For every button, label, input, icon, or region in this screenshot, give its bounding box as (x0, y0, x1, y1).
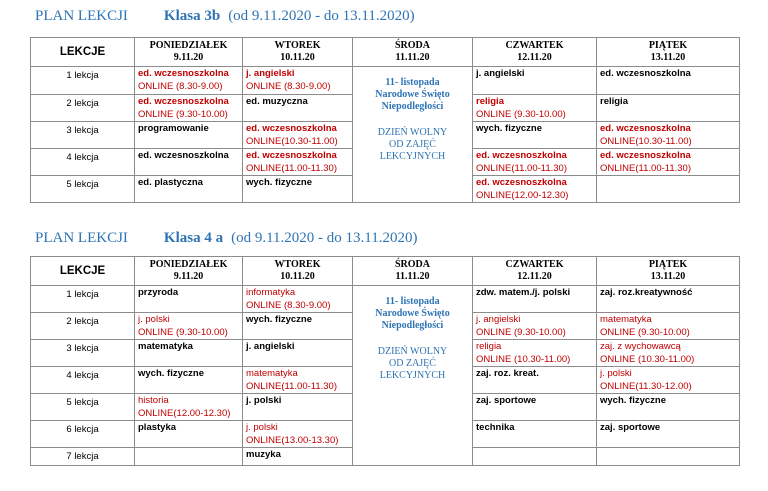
lesson-cell (243, 176, 353, 203)
lesson-cell (597, 448, 740, 466)
online-time: ONLINE (8.30-9.00) (138, 80, 223, 92)
holiday-line: Niepodległości (381, 320, 444, 331)
subject-name: przyroda (138, 287, 179, 298)
lesson-entry (600, 394, 736, 408)
subject-name: plastyka (138, 422, 177, 433)
holiday-line: 11- listopada (385, 296, 440, 307)
lesson-entry (138, 313, 239, 339)
lesson-cell (473, 313, 597, 340)
lesson-entry (476, 421, 593, 435)
subject-name: j. polski (246, 395, 282, 406)
lesson-entry (138, 421, 239, 435)
day-off-line: OD ZAJĘĆ (389, 139, 436, 150)
header-row (31, 257, 740, 286)
lesson-entry (138, 394, 239, 420)
lesson-number: 5 lekcja (31, 176, 135, 203)
day-name: ŚRODA (394, 259, 430, 270)
subject-name: j. polski (246, 422, 278, 433)
plan-title (35, 230, 417, 247)
subject-name: religia (476, 96, 504, 107)
online-time: ONLINE(11.00-11.30) (600, 162, 691, 174)
holiday-cell (353, 67, 473, 203)
lesson-cell (135, 340, 243, 367)
lesson-entry (138, 149, 239, 163)
lesson-entry (600, 286, 736, 300)
header-day (135, 38, 243, 67)
subject-name: ed. wczesnoszkolna (600, 150, 691, 161)
day-date: 13.11.20 (650, 52, 686, 63)
lesson-cell (243, 421, 353, 448)
day-off-note (356, 346, 469, 382)
subject-name: technika (476, 422, 515, 433)
holiday-line: 11- listopada (385, 77, 440, 88)
lesson-entry (138, 340, 239, 354)
lesson-cell (473, 122, 597, 149)
subject-name: ed. wczesnoszkolna (138, 68, 229, 79)
online-time: ONLINE (9.30-10.00) (138, 326, 228, 338)
lesson-cell (597, 286, 740, 313)
lesson-cell (135, 95, 243, 122)
subject-name: ed. wczesnoszkolna (138, 96, 229, 107)
lesson-cell (597, 67, 740, 95)
holiday-line: Narodowe Święto (375, 308, 450, 319)
lesson-cell (473, 67, 597, 95)
lesson-cell (243, 313, 353, 340)
plan-label: PLAN LEKCJI (35, 230, 128, 246)
lesson-entry (600, 176, 736, 177)
subject-name: zaj. roz. kreat. (476, 368, 539, 379)
online-time: ONLINE(12.00-12.30) (138, 407, 231, 419)
header-day (353, 257, 473, 286)
plan-label: PLAN LEKCJI (35, 8, 128, 24)
header-day (473, 257, 597, 286)
lesson-row (31, 67, 740, 95)
lesson-entry (138, 367, 239, 381)
lesson-cell (135, 67, 243, 95)
lesson-cell (473, 95, 597, 122)
online-time: ONLINE (8.30-9.00) (246, 80, 331, 92)
lesson-cell (243, 367, 353, 394)
lesson-entry (246, 122, 349, 148)
day-name: ŚRODA (394, 40, 430, 51)
lesson-entry (476, 313, 593, 339)
subject-name: religia (476, 341, 502, 352)
lesson-cell (597, 176, 740, 203)
lesson-cell (135, 394, 243, 421)
day-date: 11.11.20 (395, 271, 430, 282)
lesson-entry (600, 421, 736, 435)
class-name: Klasa 4 a (163, 230, 224, 246)
subject-name: j. angielski (246, 68, 295, 79)
day-name: PIĄTEK (648, 259, 688, 270)
day-date: 12.11.20 (517, 52, 552, 63)
day-date: 9.11.20 (173, 52, 204, 63)
plan-title (35, 8, 415, 25)
day-name: WTOREK (274, 40, 321, 51)
lesson-entry (600, 67, 736, 81)
lesson-entry (476, 367, 593, 381)
subject-name: religia (600, 96, 628, 107)
lesson-entry (476, 448, 593, 449)
lesson-entry (476, 67, 593, 81)
lesson-entry (246, 149, 349, 175)
subject-name: ed. wczesnoszkolna (600, 68, 691, 79)
online-time: ONLINE(11.00-11.30) (246, 162, 337, 174)
lesson-number: 3 lekcja (31, 340, 135, 367)
class-name: Klasa 3b (163, 8, 221, 24)
lesson-cell (597, 122, 740, 149)
subject-name: zdw. matem./j. polski (476, 287, 571, 298)
day-off-line: DZIEŃ WOLNY (377, 127, 448, 138)
day-date: 9.11.20 (173, 271, 204, 282)
subject-name: j. polski (600, 368, 632, 379)
lesson-cell (473, 176, 597, 203)
online-time: ONLINE(11.00-11.30) (476, 162, 567, 174)
lesson-entry (600, 95, 736, 109)
lesson-entry (600, 340, 736, 366)
subject-name: zaj. sportowe (600, 422, 661, 433)
subject-name: matematyka (600, 314, 652, 325)
day-off-line: DZIEŃ WOLNY (377, 346, 448, 357)
header-day (243, 257, 353, 286)
lesson-entry (246, 448, 349, 462)
subject-name: wych. fizyczne (246, 177, 312, 188)
lesson-entry (246, 367, 349, 393)
subject-name: wych. fizyczne (600, 395, 666, 406)
lesson-number: 1 lekcja (31, 286, 135, 313)
subject-name: zaj. sportowe (476, 395, 537, 406)
online-time: ONLINE (9.30-10.00) (476, 326, 566, 338)
subject-name: j. angielski (246, 341, 295, 352)
lesson-cell (135, 367, 243, 394)
lesson-cell (135, 421, 243, 448)
lesson-cell (473, 448, 597, 466)
lesson-cell (597, 340, 740, 367)
lesson-number: 3 lekcja (31, 122, 135, 149)
online-time: ONLINE(11.30-12.00) (600, 380, 692, 392)
lesson-number: 4 lekcja (31, 149, 135, 176)
holiday-name (356, 296, 469, 332)
lesson-cell (597, 367, 740, 394)
online-time: ONLINE (9.30-10.00) (600, 326, 690, 338)
lesson-cell (243, 286, 353, 313)
subject-name: ed. wczesnoszkolna (138, 150, 229, 161)
subject-name: j. angielski (476, 314, 521, 325)
lesson-cell (473, 149, 597, 176)
online-time: ONLINE (10.30-11.00) (476, 353, 571, 365)
lesson-cell (473, 394, 597, 421)
lesson-entry (600, 448, 736, 449)
lesson-cell (473, 421, 597, 448)
holiday-cell (353, 286, 473, 466)
header-lessons: LEKCJE (31, 257, 135, 286)
lesson-entry (600, 367, 736, 393)
lesson-entry (138, 448, 239, 449)
schedule-table (30, 37, 740, 203)
lesson-entry (246, 340, 349, 354)
lesson-cell (597, 313, 740, 340)
holiday-name (356, 77, 469, 113)
lesson-entry (476, 286, 593, 300)
online-time: ONLINE(11.00-11.30) (246, 380, 337, 392)
lesson-cell (243, 67, 353, 95)
lesson-row (31, 286, 740, 313)
lesson-entry (246, 394, 349, 408)
header-day (243, 38, 353, 67)
lesson-entry (600, 122, 736, 148)
subject-name: ed. plastyczna (138, 177, 203, 188)
lesson-cell (597, 421, 740, 448)
subject-name: ed. wczesnoszkolna (600, 123, 691, 134)
lesson-number: 7 lekcja (31, 448, 135, 466)
lesson-entry (476, 340, 593, 366)
subject-name: muzyka (246, 449, 281, 460)
subject-name: zaj. roz.kreatywność (600, 287, 693, 298)
subject-name: historia (138, 395, 169, 406)
lesson-entry (246, 95, 349, 109)
lesson-entry (138, 67, 239, 93)
subject-name: wych. fizyczne (138, 368, 204, 379)
day-date: 10.11.20 (280, 52, 315, 63)
lesson-entry (138, 95, 239, 121)
lesson-cell (135, 176, 243, 203)
lesson-cell (243, 340, 353, 367)
subject-name: ed. wczesnoszkolna (476, 177, 567, 188)
day-off-note (356, 127, 469, 163)
day-name: WTOREK (274, 259, 321, 270)
day-name: PONIEDZIAŁEK (149, 40, 228, 51)
lesson-cell (243, 394, 353, 421)
subject-name: ed. muzyczna (246, 96, 308, 107)
lesson-cell (473, 367, 597, 394)
lesson-entry (246, 176, 349, 190)
header-day (135, 257, 243, 286)
lesson-cell (243, 122, 353, 149)
header-lessons: LEKCJE (31, 38, 135, 67)
date-range: (od 9.11.2020 - do 13.11.2020) (231, 230, 418, 246)
subject-name: zaj. z wychowawcą (600, 341, 681, 352)
day-name: CZWARTEK (505, 40, 564, 51)
lesson-entry (476, 149, 593, 175)
lesson-number: 2 lekcja (31, 313, 135, 340)
lesson-cell (243, 95, 353, 122)
lesson-cell (473, 340, 597, 367)
lesson-entry (600, 313, 736, 339)
lesson-cell (597, 149, 740, 176)
lesson-cell (135, 149, 243, 176)
lesson-number: 4 lekcja (31, 367, 135, 394)
day-name: PIĄTEK (648, 40, 688, 51)
lesson-entry (246, 313, 349, 327)
lesson-cell (597, 394, 740, 421)
online-time: ONLINE (9.30-10.00) (476, 108, 566, 120)
header-day (473, 38, 597, 67)
subject-name: ed. wczesnoszkolna (246, 123, 337, 134)
lesson-cell (243, 448, 353, 466)
lesson-cell (243, 149, 353, 176)
day-name: CZWARTEK (505, 259, 564, 270)
lesson-entry (476, 122, 593, 136)
day-name: PONIEDZIAŁEK (149, 259, 228, 270)
lesson-cell (135, 448, 243, 466)
online-time: ONLINE(13.00-13.30) (246, 434, 339, 446)
online-time: ONLINE(12.00-12.30) (476, 189, 569, 201)
subject-name: programowanie (138, 123, 209, 134)
online-time: ONLINE (8.30-9.00) (246, 299, 331, 311)
header-day (353, 38, 473, 67)
online-time: ONLINE(10.30-11.00) (600, 135, 692, 147)
lesson-number: 1 lekcja (31, 67, 135, 95)
day-off-line: LEKCYJNYCH (379, 370, 446, 381)
lesson-cell (135, 122, 243, 149)
day-date: 13.11.20 (650, 271, 686, 282)
lesson-entry (600, 149, 736, 175)
lesson-entry (476, 394, 593, 408)
lesson-entry (138, 286, 239, 300)
lesson-entry (246, 421, 349, 447)
lesson-number: 6 lekcja (31, 421, 135, 448)
lesson-number: 2 lekcja (31, 95, 135, 122)
lesson-entry (138, 122, 239, 136)
schedule-table (30, 256, 740, 466)
header-row (31, 38, 740, 67)
lesson-entry (246, 286, 349, 312)
day-date: 12.11.20 (517, 271, 552, 282)
subject-name: matematyka (138, 341, 193, 352)
lesson-entry (476, 95, 593, 121)
lesson-entry (246, 67, 349, 93)
holiday-line: Niepodległości (381, 101, 444, 112)
subject-name: wych. fizyczne (476, 123, 542, 134)
lesson-entry (476, 176, 593, 202)
subject-name: informatyka (246, 287, 296, 298)
day-off-line: OD ZAJĘĆ (389, 358, 436, 369)
online-time: ONLINE (9.30-10.00) (138, 108, 228, 120)
subject-name: wych. fizyczne (246, 314, 312, 325)
online-time: ONLINE(10.30-11.00) (246, 135, 338, 147)
subject-name: ed. wczesnoszkolna (476, 150, 567, 161)
header-day (597, 38, 740, 67)
subject-name: matematyka (246, 368, 298, 379)
subject-name: ed. wczesnoszkolna (246, 150, 337, 161)
subject-name: j. polski (138, 314, 170, 325)
day-off-line: LEKCYJNYCH (379, 151, 446, 162)
date-range: (od 9.11.2020 - do 13.11.2020) (228, 8, 415, 24)
subject-name: j. angielski (476, 68, 525, 79)
lesson-entry (138, 176, 239, 190)
holiday-line: Narodowe Święto (375, 89, 450, 100)
header-day (597, 257, 740, 286)
day-date: 11.11.20 (395, 52, 430, 63)
day-date: 10.11.20 (280, 271, 315, 282)
lesson-number: 5 lekcja (31, 394, 135, 421)
lesson-cell (135, 286, 243, 313)
lesson-cell (473, 286, 597, 313)
lesson-cell (135, 313, 243, 340)
lesson-cell (597, 95, 740, 122)
online-time: ONLINE (10.30-11.00) (600, 353, 695, 365)
